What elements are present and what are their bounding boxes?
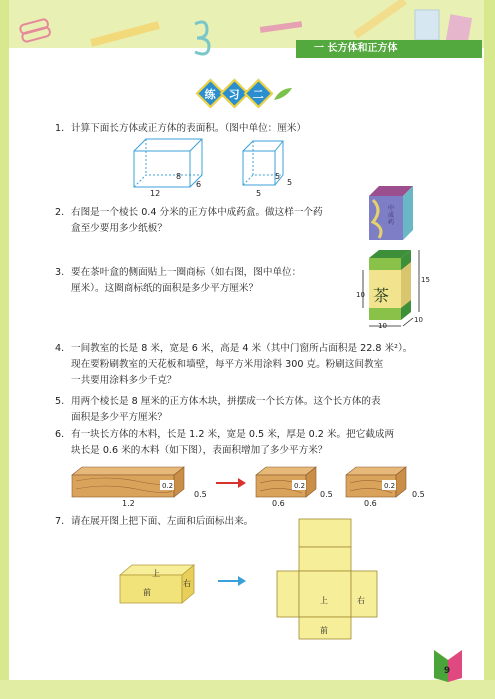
cube-height-label: 5: [275, 172, 281, 181]
question-6: 6. 有一块长方体的木料，长是 1.2 米，宽是 0.5 米，厚是 0.2 米。把它截成两 块长是 0.6 米的木料（如下图），表面积增加了多少平方米？: [55, 429, 395, 456]
tea-box-figure: [357, 246, 437, 336]
chapter-tab: 一 长方体和正方体: [296, 40, 482, 58]
piece-2-thickness-label: 0.2: [384, 482, 396, 490]
cuboid-front-face-label: 前: [143, 588, 151, 597]
question-2: 2. 右图是一个棱长 0.4 分米的正方体中成药盒。做这样一个药 盒至少要用多少纸板？: [55, 207, 323, 234]
wood-piece-1-figure: [256, 465, 318, 499]
footer-band: [0, 680, 495, 699]
piece-1-thickness-label: 0.2: [294, 482, 306, 490]
net-front-face-label: 前: [320, 626, 328, 635]
question-5: 5. 用两个棱长是 8 厘米的正方体木块，拼摆成一个长方体。这个长方体的表 面积是多少平方厘米？: [55, 396, 381, 423]
cuboid-height-label: 8: [176, 172, 182, 181]
piece-1-width-label: 0.5: [320, 490, 333, 499]
cuboid-width-label: 6: [196, 180, 202, 189]
question-3: 3. 要在茶叶盒的侧面贴上一圈商标（如右图，图中单位： 厘米）。这圈商标纸的面积是多少平方厘米？: [55, 267, 302, 294]
wood-piece-2-figure: [346, 465, 408, 499]
piece-1-length-label: 0.6: [272, 499, 285, 508]
question-4: 4. 一间教室的长是 8 米，宽是 6 米，高是 4 米（其中门窗所占面积是 22.8 米²）。 现在要粉刷教室的天花板和墙壁，每平方米用涂料 300 克。粉刷这间教室 一共要用涂料多少千克？: [55, 343, 413, 386]
exercise-title-char: 二: [244, 79, 274, 109]
wood-width-label: 0.5: [194, 490, 207, 499]
arrow-right-icon: [218, 576, 246, 586]
cuboid-right-face-label: 右: [183, 579, 191, 588]
piece-2-width-label: 0.5: [412, 490, 425, 499]
net-top-face-label: 上: [320, 596, 328, 605]
cube-figure: [241, 139, 286, 189]
exercise-title: [200, 83, 269, 104]
left-margin-bar: [0, 0, 9, 699]
tea-char: 茶: [373, 286, 390, 305]
exercise-title-char: 习: [220, 79, 250, 109]
cuboid-length-label: 12: [150, 189, 161, 198]
question-1: 1. 计算下面长方体或正方体的表面积。（图中单位：厘米）: [55, 123, 307, 134]
tea-height-label: 15: [421, 276, 430, 284]
right-margin-bar: [484, 0, 495, 699]
arrow-right-icon: [216, 478, 246, 488]
cube-depth-label: 5: [287, 178, 293, 187]
net-right-face-label: 右: [357, 596, 365, 605]
page-number: 9: [443, 666, 451, 676]
tea-label-height: 10: [356, 291, 365, 299]
cuboid-net-figure: [275, 517, 381, 641]
question-7: 7. 请在展开图上把下面、左面和后面标出来。: [55, 516, 254, 527]
cuboid-top-face-label: 上: [152, 569, 160, 578]
wood-length-label: 1.2: [122, 499, 135, 508]
exercise-title-char: 练: [196, 79, 226, 109]
cube-length-label: 5: [256, 189, 262, 198]
tea-depth-label: 10: [414, 316, 423, 324]
wood-thickness-label: 0.2: [162, 482, 174, 490]
tea-width-label: 10: [378, 322, 387, 330]
piece-2-length-label: 0.6: [364, 499, 377, 508]
leaf-icon: [272, 86, 294, 102]
medicine-box-label: 中成药: [388, 205, 395, 226]
